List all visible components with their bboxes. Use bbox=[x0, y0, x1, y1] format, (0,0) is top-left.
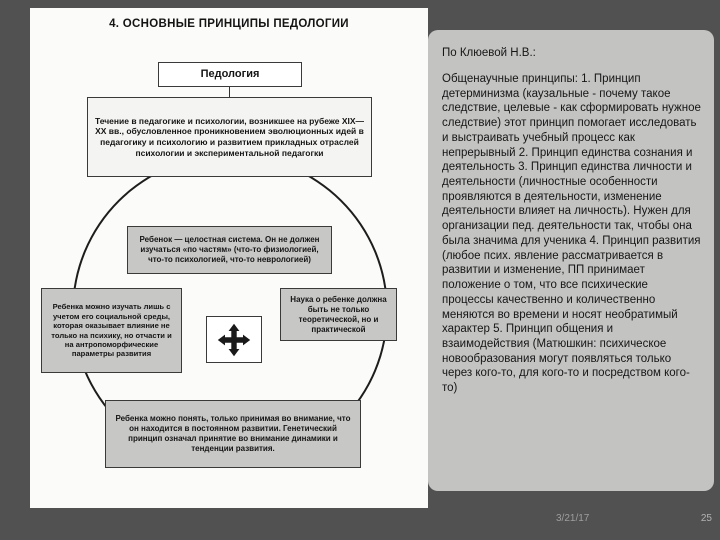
principle-top-box: Ребенок — целостная система. Он не должен изучаться «по частям» (что-то физиологией, что-то психологией, что-то неврологией) bbox=[127, 226, 332, 274]
center-arrows-box bbox=[206, 316, 262, 363]
notes-panel bbox=[428, 30, 714, 491]
definition-box: Течение в педагогике и психологии, возникшее на рубеже XIX—XX вв., обусловленное проникновением эволюционных идей в педагогику и психологию и развитием прикладных отраслей психологии и экспериментальной педагогки bbox=[87, 97, 372, 177]
connector-line bbox=[229, 87, 230, 97]
principle-right-box: Наука о ребенке должна быть не только теоретической, но и практической bbox=[280, 288, 397, 341]
diagram-panel bbox=[30, 8, 428, 508]
pedology-root-box: Педология bbox=[158, 62, 302, 87]
principle-bottom-box: Ребенка можно понять, только принимая во внимание, что он находится в постоянном развитии. Генетический принцип означал принятие во внимание динамики и тенденции развития. bbox=[105, 400, 361, 468]
principle-left-box: Ребенка можно изучать лишь с учетом его социальной среды, которая оказывает влияние не только на психику, но отчасти и на антропоморфические параметры развития bbox=[41, 288, 182, 373]
notes-heading: По Клюевой Н.В.: bbox=[442, 47, 536, 59]
slide-title: 4. ОСНОВНЫЕ ПРИНЦИПЫ ПЕДОЛОГИИ bbox=[109, 18, 349, 30]
move-arrows-icon bbox=[216, 322, 252, 358]
notes-body: Общенаучные принципы: 1. Принцип детерминизма (каузальные - почему такое следствие, целевые - как сформировать нужное следствие) этот принцип помогает исследовать и выстраивать учебный процесс как непрерывный 2. Принцип единства сознания и деятельность 3. Принцип единства личности и деятельности (личностные особенности проявляются в деятельности, изменение деятельности влияет на личность). Нужен для организации пед. деятельности так, чтобы она была значима для ученика 4. Принцип развития (любое псих. явление рассматривается в развитии и изменение, ПП принимает положение о том, что все психические процессы качественно и количественно меняются во времени и носят необратимый характер 5. Принцип общения и взаимодействия (Матюшкин: психическое новообразования могут появляться только через кого-то, для кого-то и посредством кого-то) bbox=[442, 73, 701, 395]
slide-page-number: 25 bbox=[700, 513, 712, 524]
slide-date: 3/21/17 bbox=[556, 513, 590, 524]
